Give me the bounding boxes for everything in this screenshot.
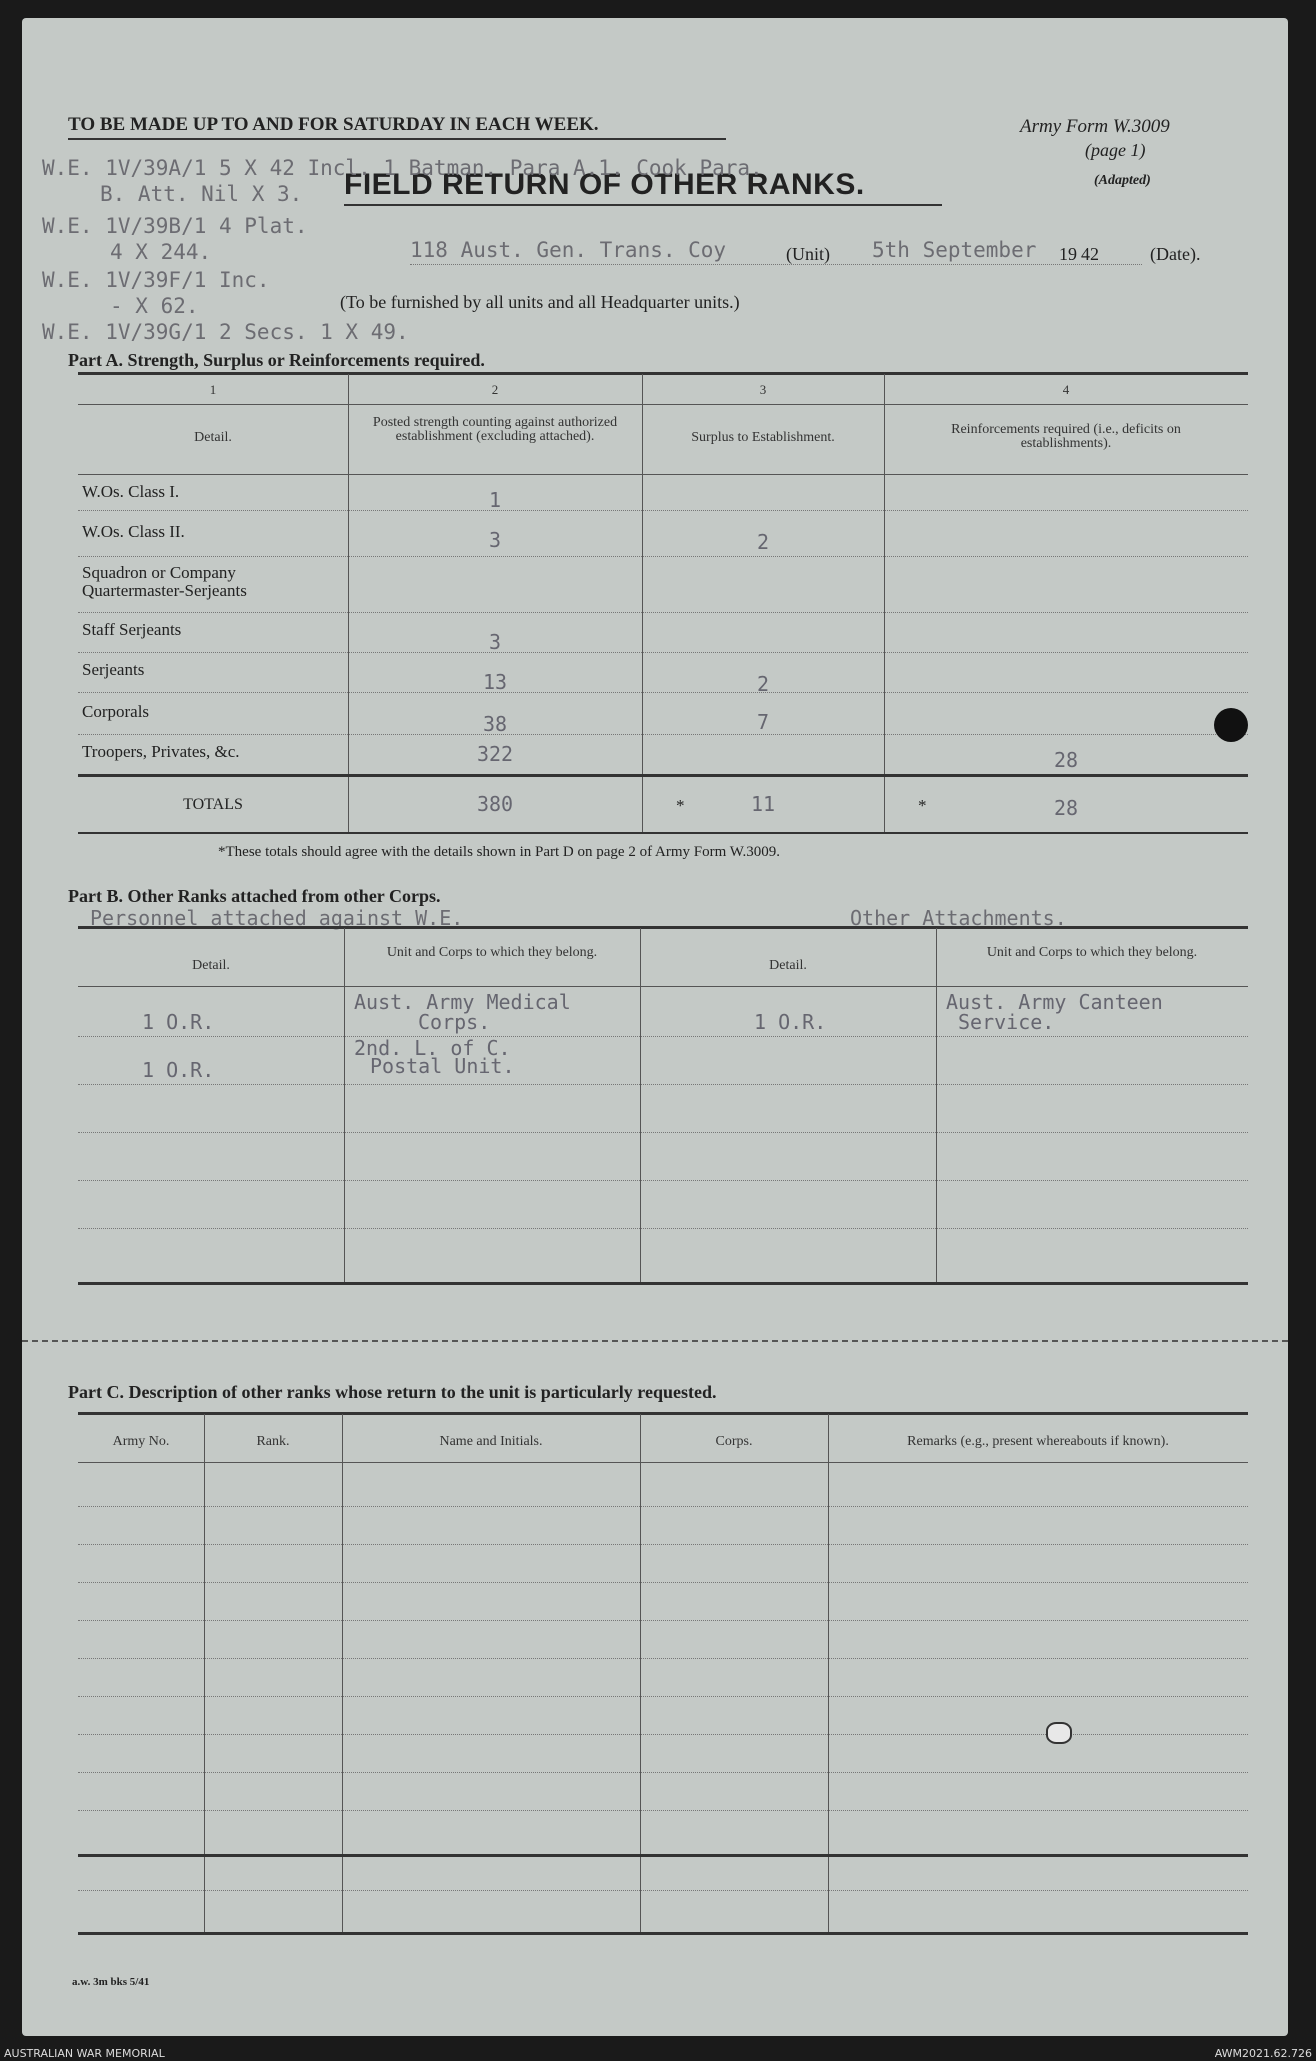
typed-we-line: W.E. 1V/39B/1 4 Plat. <box>42 214 308 238</box>
totals-posted: 380 <box>476 792 514 816</box>
part-c-top-rule <box>78 1412 1248 1415</box>
date-value: 5th September <box>872 238 1037 262</box>
part-a-top-rule <box>78 372 1248 375</box>
page-number: (page 1) <box>1085 140 1146 160</box>
typed-we-line: W.E. 1V/39G/1 2 Secs. 1 X 49. <box>42 320 409 344</box>
row-rule <box>78 692 1248 693</box>
row-rule <box>78 652 1248 653</box>
posted-value: 3 <box>488 528 502 552</box>
row-label: Staff Serjeants <box>82 620 182 639</box>
part-b-col-header: Detail. <box>769 958 807 973</box>
row-rule <box>78 734 1248 735</box>
form-name: Army Form W.3009 <box>1020 116 1170 137</box>
part-a-bottom-rule <box>78 832 1248 834</box>
row-label: W.Os. Class I. <box>82 482 180 501</box>
part-c-row-rule <box>78 1696 1248 1697</box>
part-b-top-rule <box>78 926 1248 929</box>
posted-value: 38 <box>482 712 508 736</box>
totals-reinforcements: 28 <box>1053 796 1079 820</box>
part-c-heading: Part C. Description of other ranks whose return to the unit is particularly requested. <box>68 1382 717 1402</box>
typed-we-line: 4 X 244. <box>110 240 212 264</box>
part-c-col-header: Name and Initials. <box>439 1434 543 1449</box>
part-c-row-rule <box>78 1734 1248 1735</box>
part-b-unit: Aust. Army Canteen <box>946 990 1163 1014</box>
part-b-col-divider <box>640 928 641 1284</box>
part-b-detail: 1 O.R. <box>754 1010 827 1034</box>
part-b-col-divider <box>344 928 345 1284</box>
part-c-col-header: Remarks (e.g., present whereabouts if known). <box>907 1434 1169 1449</box>
col-header-reinforcements: Reinforcements required (i.e., deficits on establishments). <box>951 422 1181 451</box>
form-sheet <box>22 18 1288 2036</box>
part-c-rule <box>78 1854 1248 1857</box>
totals-surplus: 11 <box>750 792 776 816</box>
posted-value: 3 <box>488 630 502 654</box>
col-header-detail: Detail. <box>194 430 232 445</box>
unit-label: (Unit) <box>786 244 830 264</box>
row-rule <box>78 510 1248 511</box>
surplus-value: 2 <box>756 530 770 554</box>
part-b-row-rule <box>78 1036 1248 1037</box>
part-c-col-header: Rank. <box>256 1434 290 1449</box>
part-b-rule <box>78 986 1248 987</box>
year-prefix: 19 <box>1059 244 1077 264</box>
part-a-heading: Part A. Strength, Surplus or Reinforcements required. <box>68 350 485 370</box>
row-rule <box>78 612 1248 613</box>
part-b-unit: Corps. <box>418 1010 491 1034</box>
totals-rule <box>78 774 1248 777</box>
adapted-label: (Adapted) <box>1094 173 1151 188</box>
part-b-row-rule <box>78 1180 1248 1181</box>
part-b-row-rule <box>78 1132 1248 1133</box>
punch-hole <box>1214 708 1248 742</box>
part-b-typed-right: Other Attachments. <box>850 906 1067 930</box>
form-title: FIELD RETURN OF OTHER RANKS. <box>344 168 865 201</box>
row-label: Squadron or Company Quartermaster-Serjeants <box>82 563 247 600</box>
part-a-rule <box>78 404 1248 405</box>
reinforcements-value: 28 <box>1053 748 1079 772</box>
unit-value: 118 Aust. Gen. Trans. Coy <box>410 238 727 262</box>
surplus-value: 7 <box>756 710 770 734</box>
paper-damage <box>1046 1722 1072 1744</box>
part-c-row-rule <box>78 1658 1248 1659</box>
row-label: Serjeants <box>82 660 145 679</box>
totals-label: TOTALS <box>183 796 243 813</box>
part-c-row-rule <box>78 1582 1248 1583</box>
posted-value: 13 <box>482 670 508 694</box>
part-c-row-rule <box>78 1772 1248 1773</box>
title-underline <box>344 204 942 206</box>
row-label: Corporals <box>82 702 150 721</box>
totals-footnote: *These totals should agree with the details shown in Part D on page 2 of Army Form W.3009. <box>218 844 781 860</box>
typed-we-line: W.E. 1V/39F/1 Inc. <box>42 268 270 292</box>
furnish-note: (To be furnished by all units and all Headquarter units.) <box>340 292 740 312</box>
col-header-surplus: Surplus to Establishment. <box>691 430 835 445</box>
col-header-posted: Posted strength counting against authorized establishment (excluding attached). <box>372 415 618 444</box>
part-b-detail: 1 O.R. <box>142 1058 215 1082</box>
col-number: 2 <box>491 382 499 397</box>
part-c-row-rule <box>78 1544 1248 1545</box>
surplus-value: 2 <box>756 672 770 696</box>
typed-we-line: W.E. 1V/39A/1 5 X 42 Incl. 1 Batman. Para A.1. Cook Para. <box>42 156 763 180</box>
part-b-col-header: Detail. <box>192 958 230 973</box>
part-c-bottom-rule <box>78 1932 1248 1935</box>
part-b-col-header: Unit and Corps to which they belong. <box>986 945 1198 960</box>
part-b-row-rule <box>78 1084 1248 1085</box>
part-c-row-rule <box>78 1890 1248 1891</box>
part-a-rule <box>78 474 1248 475</box>
posted-value: 322 <box>476 742 514 766</box>
part-b-unit: Aust. Army Medical <box>354 990 571 1014</box>
row-label: Troopers, Privates, &c. <box>82 742 240 761</box>
part-b-heading: Part B. Other Ranks attached from other Corps. <box>68 886 441 906</box>
row-rule <box>78 556 1248 557</box>
asterisk: * <box>676 796 685 815</box>
part-b-unit: Postal Unit. <box>370 1054 515 1078</box>
part-b-col-header: Unit and Corps to which they belong. <box>386 945 598 960</box>
part-b-unit: Service. <box>958 1010 1055 1034</box>
row-label: W.Os. Class II. <box>82 522 185 541</box>
part-b-row-rule <box>78 1228 1248 1229</box>
part-b-col-divider <box>936 928 937 1284</box>
year-value: 42 <box>1081 244 1099 264</box>
footer-right: AWM2021.62.726 <box>1214 2047 1312 2060</box>
date-label: (Date). <box>1150 244 1201 264</box>
asterisk: * <box>918 796 927 815</box>
part-b-bottom-rule <box>78 1282 1248 1285</box>
perforation-line <box>22 1340 1288 1342</box>
part-c-col-header: Army No. <box>112 1434 170 1449</box>
part-c-col-header: Corps. <box>715 1434 753 1449</box>
print-code: a.w. 3m bks 5/41 <box>72 1976 150 1988</box>
part-c-rule <box>78 1462 1248 1463</box>
col-number: 4 <box>1062 382 1070 397</box>
instruction-text: TO BE MADE UP TO AND FOR SATURDAY IN EACH WEEK. <box>68 114 599 135</box>
typed-we-line: - X 62. <box>110 294 199 318</box>
part-b-detail: 1 O.R. <box>142 1010 215 1034</box>
part-c-row-rule <box>78 1810 1248 1811</box>
posted-value: 1 <box>488 488 502 512</box>
part-c-row-rule <box>78 1506 1248 1507</box>
col-number: 1 <box>209 382 217 397</box>
instruction-underline <box>68 138 726 140</box>
typed-we-line: B. Att. Nil X 3. <box>100 182 303 206</box>
col-number: 3 <box>759 382 767 397</box>
footer-left: AUSTRALIAN WAR MEMORIAL <box>4 2047 165 2060</box>
part-b-typed-left: Personnel attached against W.E. <box>90 906 464 930</box>
part-b-unit: 2nd. L. of C. <box>354 1036 511 1060</box>
part-c-row-rule <box>78 1620 1248 1621</box>
date-underline <box>872 264 1142 265</box>
